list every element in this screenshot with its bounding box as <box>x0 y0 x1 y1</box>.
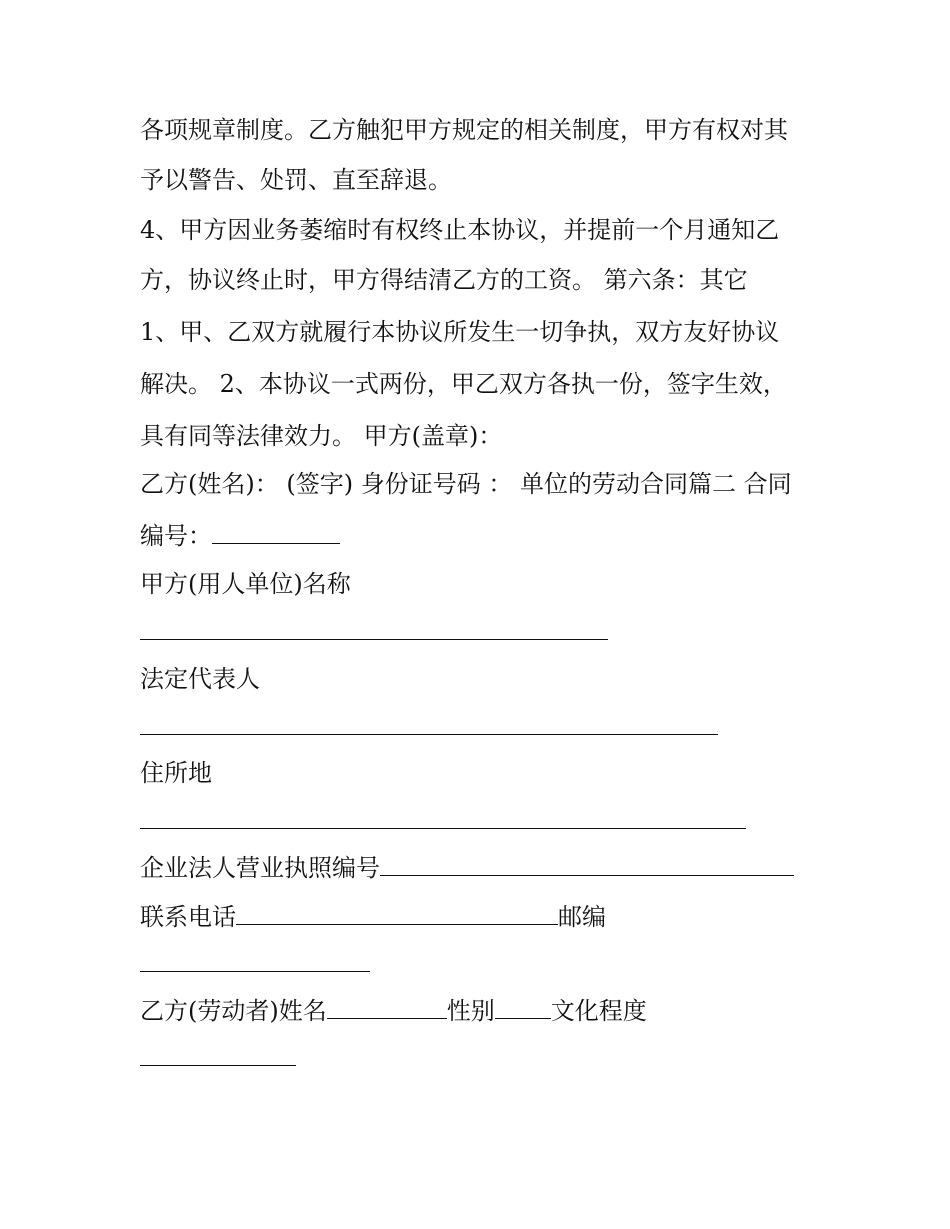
legal-representative-label: 法定代表人 <box>140 665 260 693</box>
paragraph-line-8: 乙方(姓名)： (签字) 身份证号码 ： 单位的劳动合同篇二 合同 <box>140 470 792 498</box>
paragraph-line-1: 各项规章制度。乙方触犯甲方规定的相关制度，甲方有权对其 <box>140 116 788 144</box>
license-number-blank <box>380 853 794 876</box>
paragraph-line-6: 解决。 2、本协议一式两份，甲乙双方各执一份，签字生效， <box>140 370 787 398</box>
postcode-blank <box>140 971 370 972</box>
education-blank <box>140 1065 296 1066</box>
legal-representative-blank <box>140 734 718 735</box>
paragraph-line-4: 方，协议终止时，甲方得结清乙方的工资。 第六条：其它 <box>140 266 748 294</box>
phone-label: 联系电话 <box>140 903 236 931</box>
phone-blank <box>236 902 558 925</box>
phone-postcode-row <box>140 901 606 933</box>
employee-info-row <box>140 995 647 1027</box>
license-number-row <box>140 852 794 884</box>
paragraph-line-5: 1、甲、乙双方就履行本协议所发生一切争执，双方友好协议 <box>140 318 780 346</box>
contract-number-label: 编号： <box>140 522 212 550</box>
employer-name-blank <box>140 639 608 640</box>
paragraph-line-3: 4、甲方因业务萎缩时有权终止本协议，并提前一个月通知乙 <box>140 216 780 244</box>
postcode-label: 邮编 <box>558 903 606 931</box>
gender-blank <box>495 996 551 1019</box>
license-number-label: 企业法人营业执照编号 <box>140 854 380 882</box>
address-blank <box>140 828 746 829</box>
employer-name-label: 甲方(用人单位)名称 <box>140 570 351 598</box>
paragraph-line-2: 予以警告、处罚、直至辞退。 <box>140 166 452 194</box>
contract-number-row <box>140 520 340 552</box>
paragraph-line-7: 具有同等法律效力。 甲方(盖章)： <box>140 422 503 450</box>
contract-number-blank <box>212 521 340 544</box>
gender-label: 性别 <box>446 997 495 1025</box>
employee-name-blank <box>327 996 447 1019</box>
education-label: 文化程度 <box>550 997 647 1025</box>
employee-name-label: 乙方(劳动者)姓名 <box>140 997 327 1025</box>
address-label: 住所地 <box>140 759 212 787</box>
